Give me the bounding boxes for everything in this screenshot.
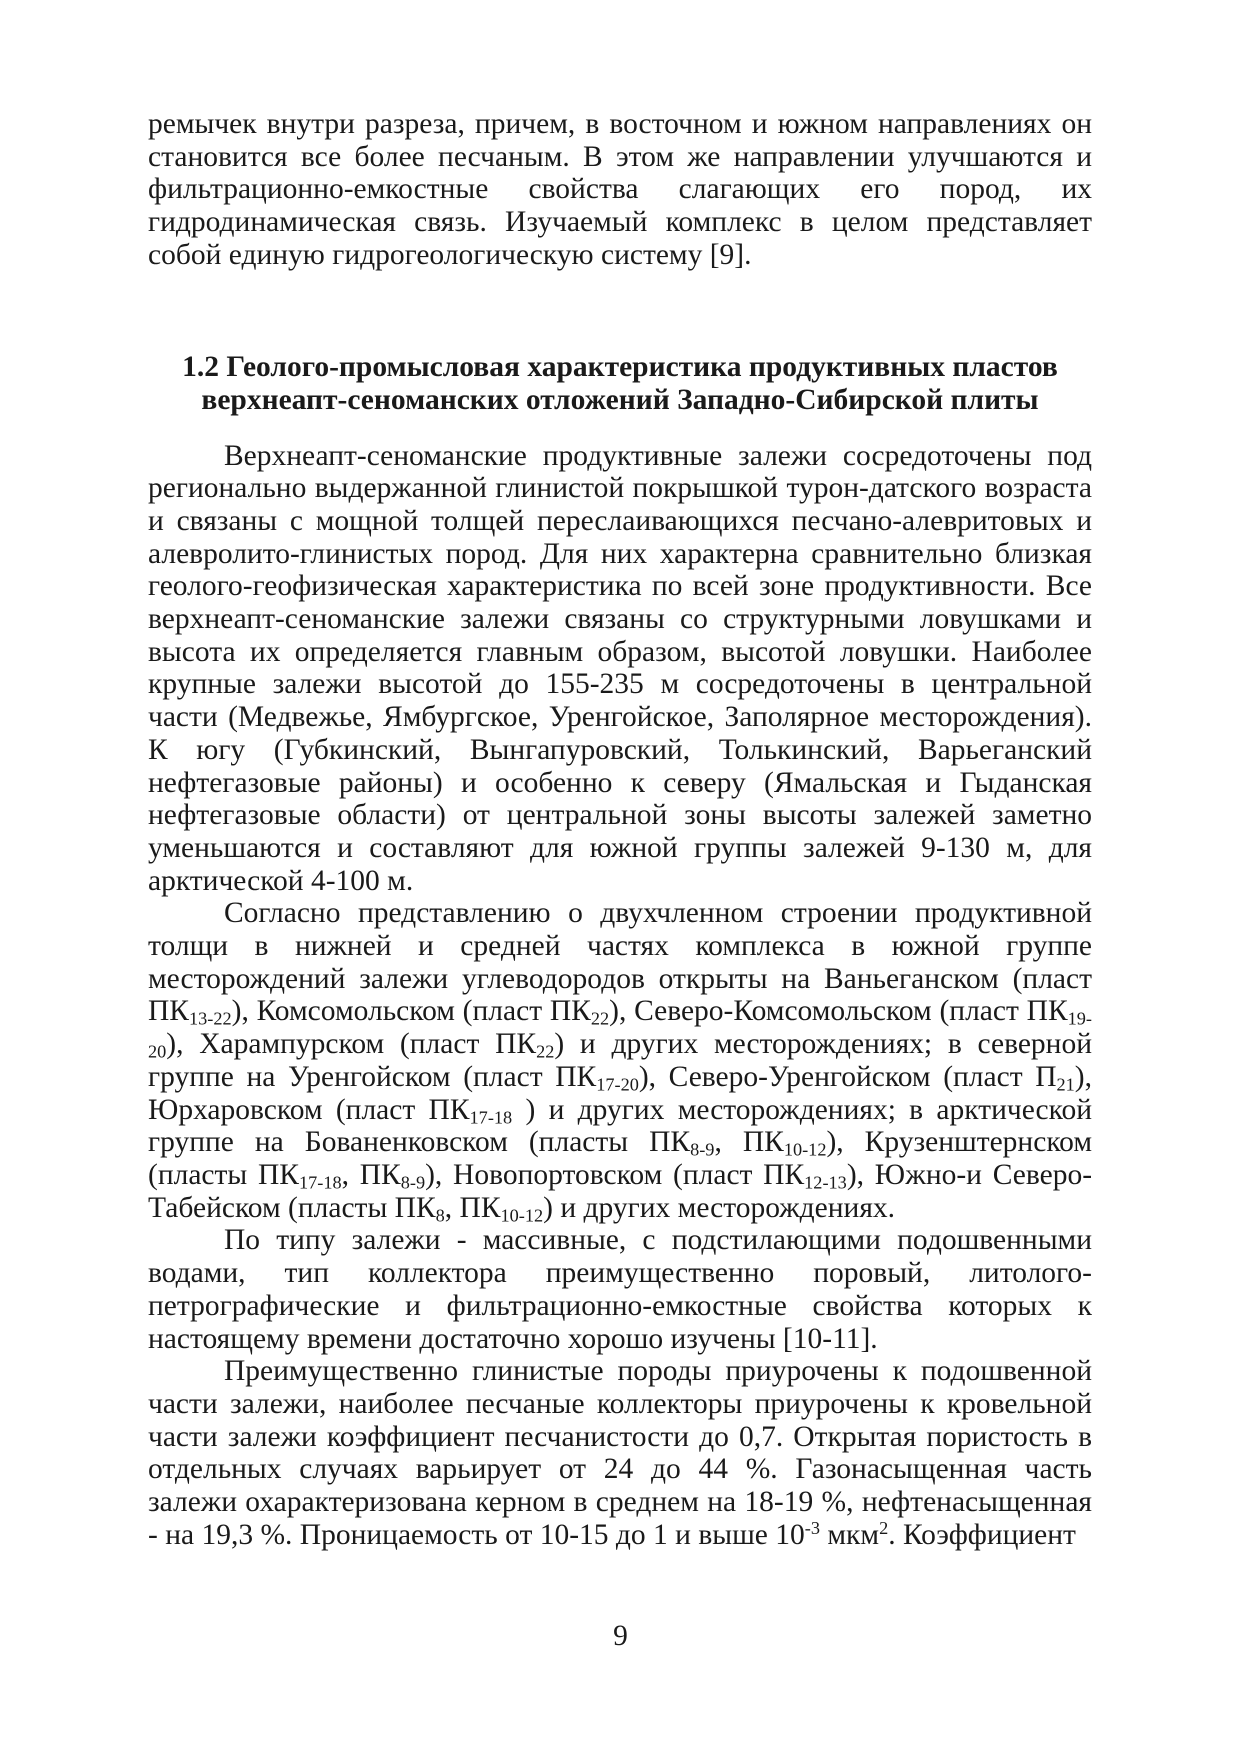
subscript: 17-18 xyxy=(469,1107,513,1128)
page-number: 9 xyxy=(613,1620,628,1652)
text-run: ) и других месторождениях; в северной группе на Уренгойском (пласт ПК xyxy=(148,1028,1093,1093)
text-run: , ПК xyxy=(444,1191,501,1224)
text-run: ) и других месторождениях. xyxy=(543,1191,896,1224)
subscript: 21 xyxy=(1056,1074,1075,1095)
text-run: ), Крузенштернском (пласты ПК xyxy=(148,1126,1093,1191)
text-run: ), Комсомольском (пласт ПК xyxy=(231,995,591,1028)
subscript: 10-12 xyxy=(783,1139,827,1160)
paragraph-4 xyxy=(148,1355,1092,1551)
text-run: ), Харампурском (пласт ПК xyxy=(166,1028,537,1061)
subscript: 22 xyxy=(590,1009,610,1030)
subscript: 12-13 xyxy=(804,1172,847,1193)
text-run: Согласно представлению о двухчленном строении продуктивной толщи в нижней и средней частях комплекса в южной группе месторождений залежи углеводородов открыты на Ваньеганском (пласт ПК xyxy=(148,897,1092,1028)
subscript: 8-9 xyxy=(690,1139,715,1160)
text-run: . Коэффициент xyxy=(888,1518,1076,1551)
section-heading xyxy=(148,351,1092,417)
subscript: 8 xyxy=(435,1205,445,1226)
text-run: ), Юрхаровском (пласт ПК xyxy=(148,1060,1092,1126)
subscript: 17-18 xyxy=(298,1172,342,1193)
intro-paragraph: ремычек внутри разреза, причем, в восточном и южном направлениях он становится все более песчаным. В этом же направлении улучшаются и фильтрационно-емкостные свойства слагающих его пород, их гидродинамическая связь. Изучаемый комплекс в целом представляет собой единую гидрогеологическую систему [9]. xyxy=(148,108,1092,271)
superscript: 2 xyxy=(879,1517,889,1538)
paragraph-3: По типу залежи - массивные, с подстилающими подошвенными водами, тип коллектора преимущественно поровый, литолого-петрографические и фильтрационно-емкостные свойства которых к настоящему времени достаточно хорошо изучены [10-11]. xyxy=(148,1224,1092,1355)
text-run: ), Северо-Уренгойском (пласт П xyxy=(638,1060,1057,1093)
text-run: ), Северо-Комсомольском (пласт ПК xyxy=(609,995,1068,1028)
subscript: 8-9 xyxy=(400,1172,426,1193)
superscript: -3 xyxy=(804,1517,821,1538)
subscript: 13-22 xyxy=(188,1009,232,1030)
subscript: 17-20 xyxy=(596,1074,639,1095)
text-run: ), Новопортовском (пласт ПК xyxy=(425,1158,805,1191)
section-heading-line-1: 1.2 Геолого-промысловая характеристика продуктивных пластов xyxy=(182,350,1058,383)
document-body xyxy=(148,108,1092,1551)
text-run: мкм xyxy=(820,1518,880,1551)
text-run: , ПК xyxy=(341,1158,401,1191)
text-run: ), Южно-и Северо-Табейском (пласты ПК xyxy=(148,1158,1093,1224)
subscript: 10-12 xyxy=(500,1205,544,1226)
subscript: 22 xyxy=(536,1041,555,1062)
text-run: ) и других месторождениях; в арктической группе на Бованенковском (пласты ПК xyxy=(148,1093,1092,1159)
section-heading-line-2: верхнеапт-сеноманских отложений Западно-Сибирской плиты xyxy=(201,383,1039,416)
text-run: Преимущественно глинистые породы приурочены к подошвенной части залежи, наиболее песчаные коллекторы приурочены к кровельной части залежи коэффициент песчанистости до 0,7. Открытая пористость в отдельных случаях варьирует от 24 до 44 %. Газонасыщенная часть залежи охарактеризована керном в среднем на 18-19 %, нефтенасыщенная - на 19,3 %. Проницаемость от 10-15 до 1 и выше 10 xyxy=(148,1355,1092,1551)
subscript: 19-20 xyxy=(148,1009,1092,1062)
text-run: , ПК xyxy=(714,1126,784,1159)
paragraph-1: Верхнеапт-сеноманские продуктивные залежи сосредоточены под регионально выдержанной глинистой покрышкой турон-датского возраста и связаны с мощной толщей переслаивающихся песчано-алевритовых и алевролито-глинистых пород. Для них характерна сравнительно близкая геолого-геофизическая характеристика по всей зоне продуктивности. Все верхнеапт-сеноманские залежи связаны со структурными ловушками и высота их определяется главным образом, высотой ловушки. Наиболее крупные залежи высотой до 155-235 м сосредоточены в центральной части (Медвежье, Ямбургское, Уренгойское, Заполярное месторождения). К югу (Губкинский, Вынгапуровский, Толькинский, Варьеганский нефтегазовые районы) и особенно к северу (Ямальская и Гыданская нефтегазовые области) от центральной зоны высоты залежей заметно уменьшаются и составляют для южной группы залежей 9-130 м, для арктической 4-100 м. xyxy=(148,439,1092,897)
paragraph-2 xyxy=(148,897,1092,1224)
